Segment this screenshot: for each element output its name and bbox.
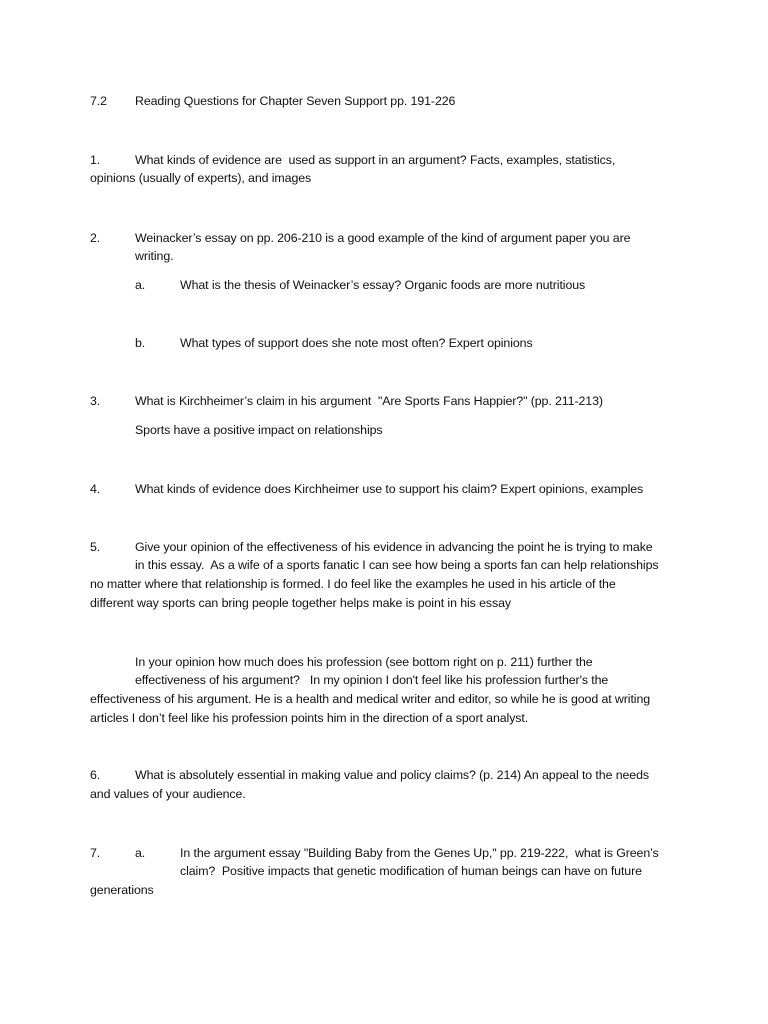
question-2-text-cont: writing. bbox=[135, 249, 174, 263]
question-1-number: 1. bbox=[90, 153, 101, 167]
question-7-number: 7. bbox=[90, 846, 101, 860]
question-5-followup-cont: effectiveness of his argument. He is a health and medical writer and editor, so while he is good at writing bbox=[90, 692, 651, 706]
question-3-answer: Sports have a positive impact on relationships bbox=[135, 423, 383, 437]
question-1-text-cont: opinions (usually of experts), and images bbox=[90, 171, 312, 185]
question-4-text: What kinds of evidence does Kirchheimer use to support his claim? Expert opinions, examples bbox=[135, 482, 644, 496]
question-6-text-cont: and values of your audience. bbox=[90, 787, 246, 801]
question-5-followup: In your opinion how much does his profession (see bottom right on p. 211) further the bbox=[135, 655, 593, 669]
question-3-text: What is Kirchheimer’s claim in his argument "Are Sports Fans Happier?" (pp. 211-213) bbox=[135, 394, 603, 408]
question-5-text-cont: different way sports can bring people together helps make is point in his essay bbox=[90, 596, 511, 610]
question-5-followup-cont: effectiveness of his argument? In my opinion I don't feel like his profession further's the bbox=[135, 673, 609, 687]
question-5-followup-cont: articles I don’t feel like his profession points him in the direction of a sport analyst. bbox=[90, 711, 529, 725]
question-5-text-cont: no matter where that relationship is formed. I do feel like the examples he used in his article of the bbox=[90, 577, 616, 591]
question-4-number: 4. bbox=[90, 482, 101, 496]
question-5-number: 5. bbox=[90, 540, 101, 554]
section-number: 7.2 bbox=[90, 94, 107, 108]
question-7a-text-cont: claim? Positive impacts that genetic modification of human beings can have on future bbox=[180, 864, 642, 878]
question-6-number: 6. bbox=[90, 768, 101, 782]
page-title: Reading Questions for Chapter Seven Support pp. 191-226 bbox=[135, 94, 456, 108]
question-6-text: What is absolutely essential in making value and policy claims? (p. 214) An appeal to the needs bbox=[135, 768, 649, 782]
question-2-text: Weinacker’s essay on pp. 206-210 is a good example of the kind of argument paper you are bbox=[135, 231, 631, 245]
question-2b-label: b. bbox=[135, 336, 146, 350]
question-2b-text: What types of support does she note most often? Expert opinions bbox=[180, 336, 533, 350]
question-1-text: What kinds of evidence are used as support in an argument? Facts, examples, statistics, bbox=[135, 153, 616, 167]
question-7a-text: In the argument essay "Building Baby from the Genes Up," pp. 219-222, what is Green’s bbox=[180, 846, 659, 860]
question-2a-label: a. bbox=[135, 278, 146, 292]
question-5-text: Give your opinion of the effectiveness of his evidence in advancing the point he is trying to make bbox=[135, 540, 653, 554]
question-2a-text: What is the thesis of Weinacker’s essay? Organic foods are more nutritious bbox=[180, 278, 586, 292]
question-3-number: 3. bbox=[90, 394, 101, 408]
question-7a-label: a. bbox=[135, 846, 146, 860]
question-7a-text-cont: generations bbox=[90, 883, 154, 897]
question-2-number: 2. bbox=[90, 231, 101, 245]
question-5-text-cont: in this essay. As a wife of a sports fanatic I can see how being a sports fan can help relationships bbox=[135, 558, 659, 572]
